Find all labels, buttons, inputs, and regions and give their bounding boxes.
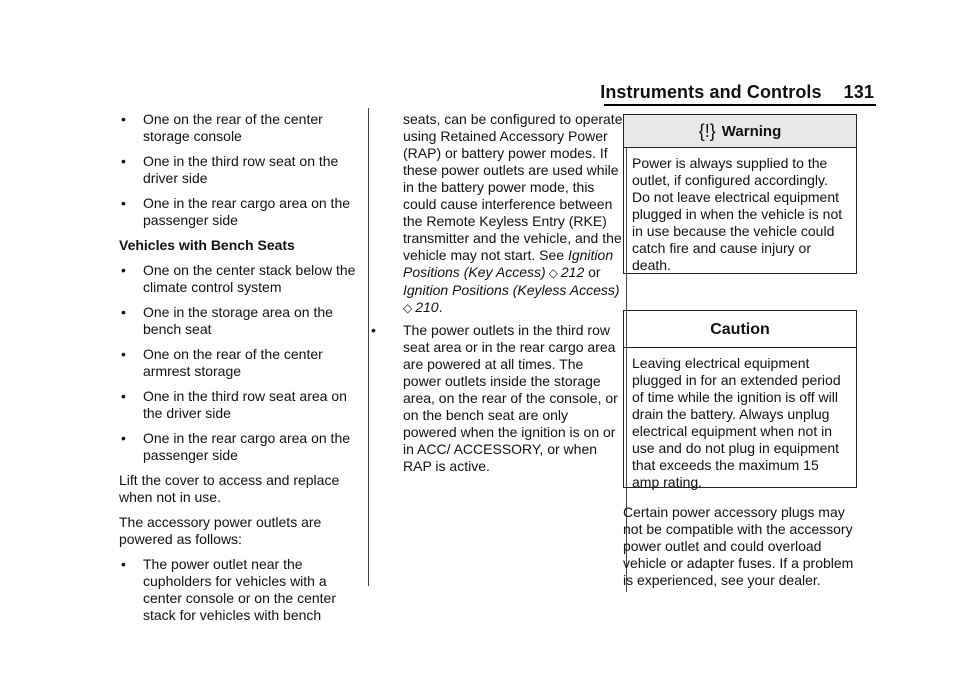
caution-box bbox=[623, 310, 857, 488]
column-divider-1 bbox=[368, 108, 369, 586]
list-item: • One on the rear of the center storage console bbox=[121, 111, 323, 144]
bullet-icon: • bbox=[121, 304, 126, 320]
column-1 bbox=[119, 111, 359, 632]
cross-reference[interactable]: Ignition Positions (Key Access) bbox=[403, 247, 614, 280]
section-title: Instruments and Controls bbox=[600, 82, 822, 102]
paragraph: Certain power accessory plugs may not be compatible with the accessory power outlet and could overload vehicle or adapter fuses. If a problem is experienced, see your dealer. bbox=[623, 504, 854, 588]
bullet-icon: • bbox=[121, 556, 126, 572]
paragraph: The accessory power outlets are powered as follows: bbox=[119, 514, 322, 547]
paragraph: Lift the cover to access and replace when not in use. bbox=[119, 472, 340, 505]
warning-title: {!} Warning bbox=[624, 115, 856, 148]
list-item: • One in the rear cargo area on the passenger side bbox=[121, 195, 351, 228]
warning-body: Power is always supplied to the outlet, if configured accordingly. Do not leave electrical equipment plugged in when the vehicle is not in use because the vehicle could catch fire and cause injury or death. bbox=[632, 155, 843, 273]
bullet-icon: • bbox=[121, 346, 126, 362]
list-item: • One in the storage area on the bench seat bbox=[121, 304, 333, 337]
bullet-icon: • bbox=[121, 153, 126, 169]
bullet-icon: • bbox=[121, 430, 126, 446]
column-3 bbox=[623, 114, 877, 589]
page-reference-icon: ◇ bbox=[548, 266, 558, 280]
cross-reference[interactable]: Ignition Positions (Keyless Access) bbox=[403, 282, 620, 298]
list-item: • The power outlets in the third row seat area or in the rear cargo area are powered at all times. The power outlets inside the storage area, on the rear of the console, or on the bench seat are only powered when the ignition is on or in ACC/ ACCESSORY, or when RAP is active. bbox=[371, 322, 618, 474]
header-rule bbox=[604, 104, 876, 106]
list-item: • The power outlet near the cupholders for vehicles with a center console or on the center stack for vehicles with bench bbox=[121, 556, 337, 623]
bullet-icon: • bbox=[121, 388, 126, 404]
column-2 bbox=[371, 111, 625, 483]
list-item: • One in the third row seat area on the driver side bbox=[121, 388, 347, 421]
page-reference-icon: ◇ bbox=[403, 301, 413, 315]
list-item: • One in the rear cargo area on the passenger side bbox=[121, 430, 351, 463]
bullet-icon: • bbox=[121, 262, 126, 278]
page-reference-number[interactable]: 212 bbox=[560, 264, 585, 280]
list-item: • One on the rear of the center armrest storage bbox=[121, 346, 323, 379]
caution-body: Leaving electrical equipment plugged in for an extended period of time while the ignition is off will drain the battery. Always unplug electrical equipment when not in use and do not plug in equipment that exceeds the maximum 15 amp rating. bbox=[632, 355, 841, 490]
list-item: • One in the third row seat on the driver side bbox=[121, 153, 339, 186]
page-header bbox=[600, 82, 874, 103]
caution-title: Caution bbox=[624, 311, 856, 348]
subheading: Vehicles with Bench Seats bbox=[119, 237, 295, 253]
warning-icon: {!} bbox=[698, 120, 716, 141]
warning-box bbox=[623, 114, 857, 274]
page-number: 131 bbox=[843, 82, 874, 102]
list-item: • One on the center stack below the climate control system bbox=[121, 262, 356, 295]
page-reference-number[interactable]: 210 bbox=[415, 299, 439, 315]
bullet-icon: • bbox=[121, 195, 126, 211]
bullet-icon: • bbox=[121, 111, 126, 127]
bullet-icon: • bbox=[371, 322, 376, 338]
continued-list-text: seats, can be configured to operate using Retained Accessory Power (RAP) or battery power modes. If these power outlets are used while in the battery power mode, this could cause interference between the Remote Keyless Entry (RKE) transmitter and the vehicle, and the vehicle may not start. See Ignition Positions (Key Access) ◇ 212 or Ignition Positions (Keyless Access) ◇ 210. bbox=[403, 111, 623, 315]
